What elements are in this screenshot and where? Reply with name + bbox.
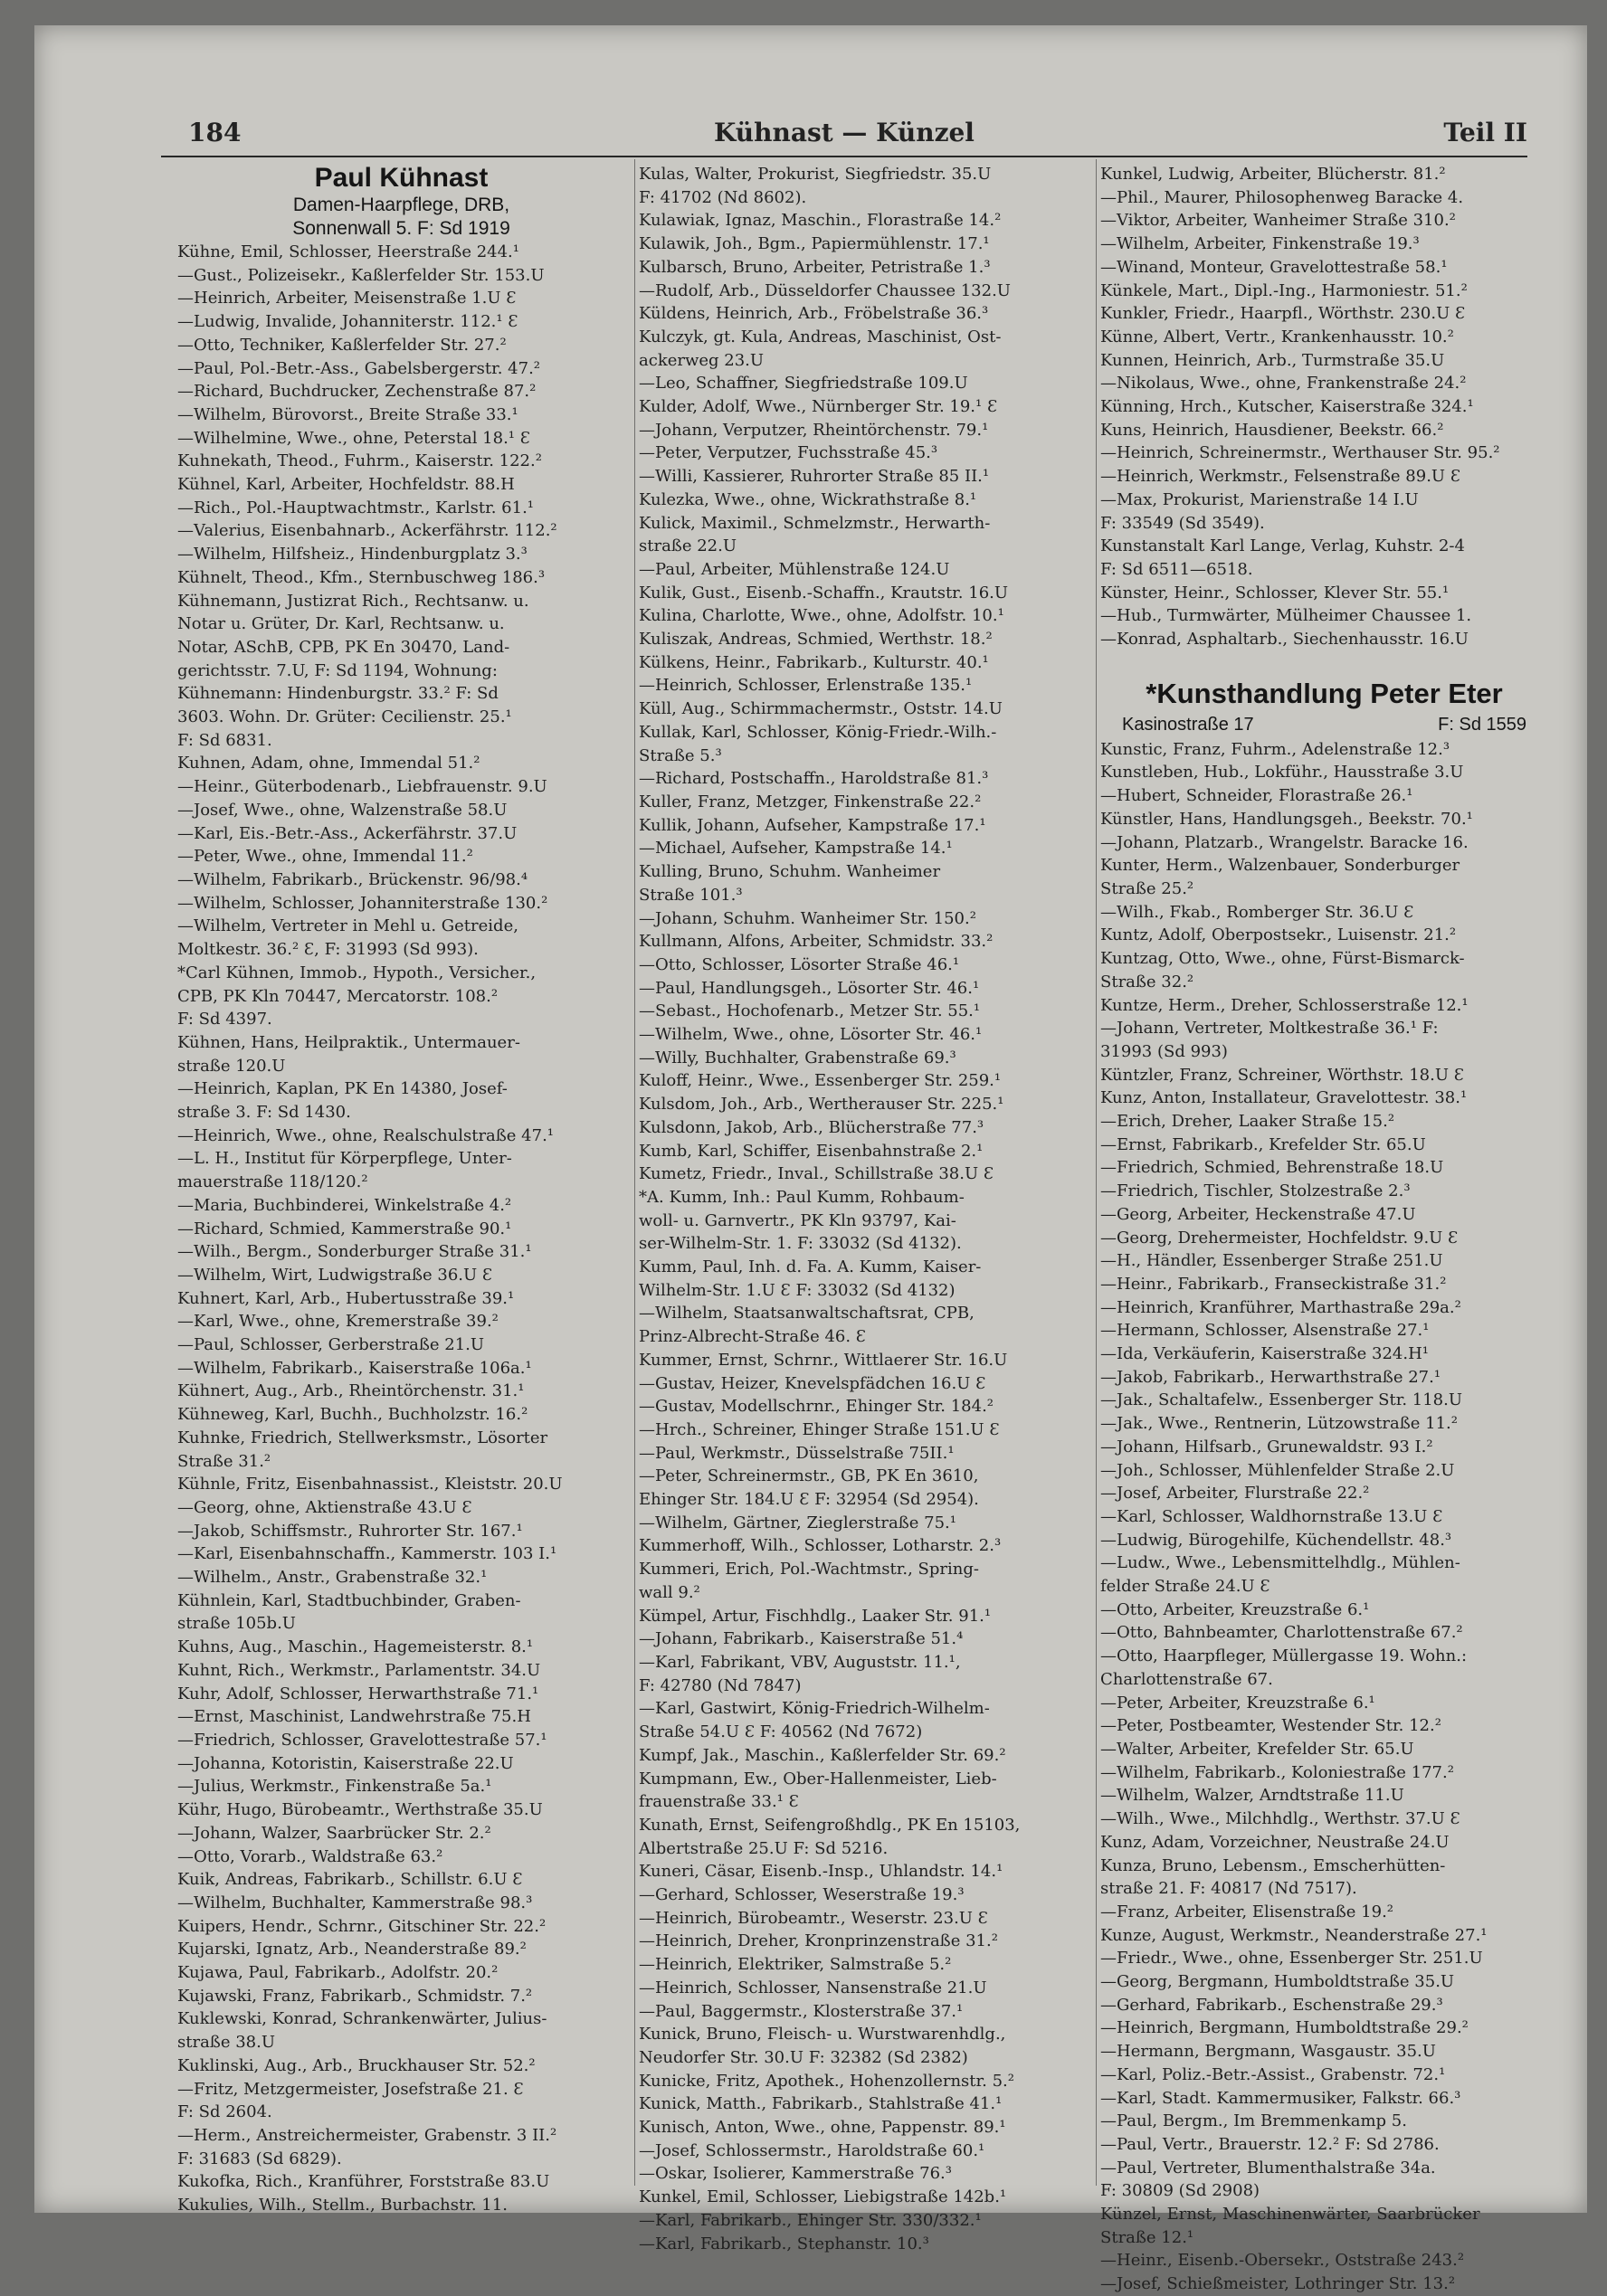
directory-entry: Kullik, Johann, Aufseher, Kampstraße 17.¹	[639, 815, 986, 835]
directory-entry: —Johann, Walzer, Saarbrücker Str. 2.²	[177, 1823, 491, 1843]
ad-line: Damen-Haarpflege, DRB,	[292, 194, 510, 215]
directory-entry: —Wilhelm, Buchhalter, Kammerstraße 98.³	[177, 1893, 533, 1912]
directory-entry: Künster, Heinr., Schlosser, Klever Str. 55.¹	[1100, 583, 1450, 602]
directory-entry: Kullmann, Alfons, Arbeiter, Schmidstr. 33.²	[639, 932, 994, 952]
advertisement-paul-kuehnast	[177, 163, 625, 241]
directory-entry: F: Sd 4397.	[177, 1010, 272, 1029]
directory-entry: F: Sd 6831.	[177, 730, 272, 750]
directory-entry: Kumb, Karl, Schiffer, Eisenbahnstraße 2.¹	[639, 1141, 984, 1161]
directory-entry: Kunath, Ernst, Seifengroßhdlg., PK En 15103,	[639, 1815, 1021, 1835]
directory-entry: Kuntz, Adolf, Oberpostsekr., Luisenstr. 21.²	[1100, 925, 1457, 945]
directory-entry: —Jak., Schaltafelw., Essenberger Str. 118.U	[1100, 1390, 1463, 1410]
directory-entry: F: 42780 (Nd 7847)	[639, 1675, 802, 1695]
directory-entry: —Karl, Gastwirt, König-Friedrich-Wilhelm-	[639, 1699, 990, 1719]
directory-entry: 3603. Wohn. Dr. Grüter: Cecilienstr. 25.¹	[177, 707, 512, 727]
directory-entry: —Wilhelm., Anstr., Grabenstraße 32.¹	[177, 1568, 488, 1588]
directory-entry: —Jakob, Fabrikarb., Herwarthstraße 27.¹	[1100, 1367, 1441, 1387]
directory-entry: Kumpf, Jak., Maschin., Kaßlerfelder Str. 69.²	[639, 1745, 1006, 1765]
directory-entry: Kuhnert, Karl, Arb., Hubertusstraße 39.¹	[177, 1288, 515, 1308]
directory-entry: —Heinrich, Schreinermstr., Werthauser Str. 95.²	[1100, 443, 1500, 463]
directory-entry: Kunstanstalt Karl Lange, Verlag, Kuhstr. 2-4	[1100, 536, 1465, 556]
directory-entry: —Heinr., Eisenb.-Obersekr., Oststraße 243.²	[1100, 2251, 1465, 2271]
directory-entry: —Hubert, Schneider, Florastraße 26.¹	[1100, 786, 1413, 806]
directory-entry: straße 38.U	[177, 2033, 275, 2053]
directory-entry: straße 22.U	[639, 536, 737, 556]
directory-entry: Kümpel, Artur, Fischhdlg., Laaker Str. 91.¹	[639, 1606, 992, 1626]
directory-entry: —Willi, Kassierer, Ruhrorter Straße 85 II.¹	[639, 467, 990, 487]
directory-entry: Kulas, Walter, Prokurist, Siegfriedstr. 35.U	[639, 165, 992, 184]
directory-entry: —Georg, ohne, Aktienstraße 43.U Ɛ	[177, 1497, 472, 1517]
directory-entry: —Sebast., Hochofenarb., Metzer Str. 55.¹	[639, 1001, 981, 1021]
directory-entry: Kühr, Hugo, Bürobeamtr., Werthstraße 35.U	[177, 1800, 543, 1820]
directory-entry: —L. H., Institut für Körperpflege, Unter-	[177, 1149, 512, 1169]
directory-entry: —Rudolf, Arb., Düsseldorfer Chaussee 132.U	[639, 280, 1011, 300]
entry-list	[1100, 163, 1548, 651]
directory-entry: Kunze, August, Werkmstr., Neanderstraße 27.¹	[1100, 1925, 1488, 1945]
directory-entry: —Heinrich, Elektriker, Salmstraße 5.²	[639, 1955, 952, 1975]
column-1	[177, 163, 625, 2215]
directory-entry: —Heinrich, Schlosser, Erlenstraße 135.¹	[639, 676, 973, 696]
directory-entry: —Heinrich, Schlosser, Nansenstraße 21.U	[639, 1978, 987, 1997]
ad-title: *Kunsthandlung Peter Eter	[1146, 677, 1503, 709]
directory-entry: —Heinrich, Arbeiter, Meisenstraße 1.U Ɛ	[177, 289, 517, 308]
directory-entry: —Heinrich, Bürobeamtr., Weserstr. 23.U Ɛ	[639, 1908, 988, 1928]
directory-entry: —Michael, Aufseher, Kampstraße 14.¹	[639, 839, 953, 859]
directory-entry: —Friedrich, Schmied, Behrenstraße 18.U	[1100, 1158, 1444, 1178]
directory-entry: —Wilh., Wwe., Milchhdlg., Werthstr. 37.U Ɛ	[1100, 1809, 1460, 1829]
directory-entry: —Hermann, Schlosser, Alsenstraße 27.¹	[1100, 1321, 1430, 1341]
directory-entry: Künne, Albert, Vertr., Krankenhausstr. 10.²	[1100, 327, 1454, 346]
directory-entry: —Wilhelm, Fabrikarb., Brückenstr. 96/98.⁴	[177, 869, 528, 889]
directory-entry: Straße 25.²	[1100, 878, 1194, 898]
directory-entry: Kuhnekath, Theod., Fuhrm., Kaiserstr. 122.²	[177, 451, 542, 471]
entry-list	[177, 241, 625, 2217]
directory-entry: Straße 101.³	[639, 885, 743, 905]
directory-entry: —Karl, Eisenbahnschaffn., Kammerstr. 103 I.¹	[177, 1544, 557, 1564]
directory-entry: —Heinrich, Kaplan, PK En 14380, Josef-	[177, 1079, 508, 1099]
directory-entry: —Heinrich, Bergmann, Humboldtstraße 29.²	[1100, 2018, 1469, 2038]
directory-entry: —Paul, Arbeiter, Mühlenstraße 124.U	[639, 559, 950, 579]
directory-entry: —Karl, Fabrikarb., Stephanstr. 10.³	[639, 2234, 929, 2253]
directory-entry: —Paul, Schlosser, Gerberstraße 21.U	[177, 1335, 485, 1355]
directory-entry: —Joh., Schlosser, Mühlenfelder Straße 2.U	[1100, 1460, 1455, 1480]
directory-entry: Kühne, Emil, Schlosser, Heerstraße 244.¹	[177, 242, 519, 261]
directory-entry: Kummer, Ernst, Schrnr., Wittlaerer Str. 16.U	[639, 1350, 1008, 1370]
directory-entry: straße 21. F: 40817 (Nd 7517).	[1100, 1879, 1357, 1899]
directory-entry: F: 41702 (Nd 8602).	[639, 187, 807, 207]
directory-entry: Moltkestr. 36.² Ɛ, F: 31993 (Sd 993).	[177, 940, 479, 960]
directory-entry: —Paul, Handlungsgeh., Lösorter Str. 46.¹	[639, 978, 980, 998]
directory-entry: Küll, Aug., Schirmmachermstr., Oststr. 14.U	[639, 699, 1003, 719]
entry-list	[639, 163, 1087, 2255]
directory-entry: —H., Händler, Essenberger Straße 251.U	[1100, 1251, 1443, 1271]
directory-entry: ackerweg 23.U	[639, 350, 765, 370]
directory-entry: —Wilhelm, Fabrikarb., Koloniestraße 177.²	[1100, 1762, 1454, 1782]
directory-entry: Kulik, Gust., Eisenb.-Schaffn., Krautstr. 16.U	[639, 583, 1009, 602]
directory-entry: frauenstraße 33.¹ Ɛ	[639, 1792, 799, 1812]
column-divider	[634, 159, 635, 2186]
directory-entry: Kukofka, Rich., Kranführer, Forststraße 83.U	[177, 2172, 550, 2192]
directory-entry: —Josef, Schießmeister, Lothringer Str. 13.²	[1100, 2274, 1456, 2294]
directory-entry: —Karl, Wwe., ohne, Kremerstraße 39.²	[177, 1312, 499, 1332]
ad-street: Kasinostraße 17	[1122, 714, 1254, 735]
directory-entry: Kunnen, Heinrich, Arb., Turmstraße 35.U	[1100, 350, 1445, 370]
directory-entry: —Ludw., Wwe., Lebensmittelhdlg., Mühlen-	[1100, 1553, 1460, 1573]
directory-entry: —Julius, Werkmstr., Finkenstraße 5a.¹	[177, 1777, 492, 1797]
directory-entry: —Paul, Pol.-Betr.-Ass., Gabelsbergerstr. 47.²	[177, 358, 541, 378]
directory-entry: —Hermann, Bergmann, Wasgaustr. 35.U	[1100, 2042, 1436, 2062]
directory-entry: Kumm, Paul, Inh. d. Fa. A. Kumm, Kaiser-	[639, 1257, 982, 1277]
directory-entry: —Karl, Schlosser, Waldhornstraße 13.U Ɛ	[1100, 1506, 1443, 1526]
directory-entry: —Otto, Techniker, Kaßlerfelder Str. 27.²	[177, 335, 507, 355]
directory-entry: —Otto, Bahnbeamter, Charlottenstraße 67.²	[1100, 1623, 1463, 1643]
directory-entry: Kuipers, Hendr., Schrnr., Gitschiner Str. 22.²	[177, 1916, 547, 1936]
directory-entry: F: 33549 (Sd 3549).	[1100, 513, 1265, 533]
directory-entry: mauerstraße 118/120.²	[177, 1172, 368, 1192]
directory-entry: Kunkel, Ludwig, Arbeiter, Blücherstr. 81.²	[1100, 165, 1446, 184]
directory-entry: —Karl, Fabrikarb., Ehinger Str. 330/332.¹	[639, 2210, 982, 2230]
directory-entry: F: 30809 (Sd 2908)	[1100, 2181, 1260, 2201]
directory-entry: —Josef, Schlossermstr., Haroldstraße 60.¹	[639, 2140, 985, 2160]
directory-entry: Kulbarsch, Bruno, Arbeiter, Petristraße 1.³	[639, 257, 991, 277]
ad-address-line	[1100, 711, 1548, 738]
entry-list	[1100, 738, 1548, 2296]
directory-entry: —Heinr., Fabrikarb., Franseckistraße 31.²	[1100, 1274, 1447, 1294]
directory-entry: —Georg, Drehermeister, Hochfeldstr. 9.U Ɛ	[1100, 1228, 1459, 1248]
directory-entry: —Otto, Schlosser, Lösorter Straße 46.¹	[639, 954, 960, 974]
directory-entry: —Heinrich, Werkmstr., Felsenstraße 89.U Ɛ	[1100, 467, 1461, 487]
volume-part: Teil II	[1443, 118, 1527, 147]
directory-entry: —Wilhelm, Hilfsheiz., Hindenburgplatz 3.³	[177, 545, 528, 565]
directory-entry: Künkele, Mart., Dipl.-Ing., Harmoniestr. 51.²	[1100, 280, 1468, 300]
directory-entry: —Erich, Dreher, Laaker Straße 15.²	[1100, 1112, 1395, 1132]
directory-entry: —Karl, Poliz.-Betr.-Assist., Grabenstr. 72.¹	[1100, 2064, 1446, 2084]
directory-entry: Kuntzag, Otto, Wwe., ohne, Fürst-Bismarck-	[1100, 949, 1465, 969]
directory-entry: —Karl, Stadt. Kammermusiker, Falkstr. 66.³	[1100, 2088, 1461, 2108]
directory-entry: —Johanna, Kotoristin, Kaiserstraße 22.U	[177, 1753, 514, 1773]
directory-entry: —Wilhelmine, Wwe., ohne, Peterstal 18.¹ Ɛ	[177, 428, 530, 448]
directory-entry: F: Sd 2604.	[177, 2102, 272, 2122]
directory-entry: —Wilhelm, Bürovorst., Breite Straße 33.¹	[177, 404, 518, 424]
column-2	[639, 163, 1087, 2253]
directory-entry: straße 105b.U	[177, 1614, 296, 1634]
directory-entry: straße 3. F: Sd 1430.	[177, 1103, 351, 1123]
directory-entry: —Valerius, Eisenbahnarb., Ackerfährstr. 112.²	[177, 521, 557, 541]
directory-entry: Kunick, Bruno, Fleisch- u. Wurstwarenhdlg.,	[639, 2025, 1006, 2045]
directory-entry: —Wilhelm, Gärtner, Zieglerstraße 75.¹	[639, 1513, 956, 1532]
directory-entry: —Konrad, Asphaltarb., Siechenhausstr. 16.U	[1100, 630, 1469, 650]
directory-entry: —Friedr., Wwe., ohne, Essenberger Str. 251.U	[1100, 1949, 1483, 1969]
directory-entry: Kujarski, Ignatz, Arb., Neanderstraße 89.²	[177, 1940, 527, 1959]
directory-entry: —Wilhelm, Fabrikarb., Kaiserstraße 106a.¹	[177, 1358, 532, 1378]
directory-entry: Kuller, Franz, Metzger, Finkenstraße 22.²	[639, 792, 982, 811]
directory-entry: —Jakob, Schiffsmstr., Ruhrorter Str. 167.¹	[177, 1521, 523, 1541]
directory-entry: —Wilhelm, Walzer, Arndtstraße 11.U	[1100, 1786, 1404, 1806]
directory-entry: —Paul, Baggermstr., Klosterstraße 37.¹	[639, 2001, 964, 2021]
page-number: 184	[188, 118, 242, 147]
directory-entry: —Gustav, Heizer, Knevelspfädchen 16.U Ɛ	[639, 1373, 986, 1393]
directory-entry: —Nikolaus, Wwe., ohne, Frankenstraße 24.²	[1100, 374, 1467, 394]
entry-range: Kühnast — Künzel	[714, 118, 975, 147]
directory-entry: —Gerhard, Schlosser, Weserstraße 19.³	[639, 1885, 965, 1905]
directory-entry: —Peter, Verputzer, Fuchsstraße 45.³	[639, 443, 938, 463]
directory-entry: Neudorfer Str. 30.U F: 32382 (Sd 2382)	[639, 2047, 968, 2067]
directory-entry: Kühnemann: Hindenburgstr. 33.² F: Sd	[177, 684, 499, 704]
directory-entry: —Paul, Bergm., Im Bremmenkamp 5.	[1100, 2111, 1407, 2131]
directory-entry: —Karl, Eis.-Betr.-Ass., Ackerfährstr. 37.U	[177, 823, 518, 843]
directory-entry: —Paul, Vertr., Brauerstr. 12.² F: Sd 2786.	[1100, 2134, 1440, 2154]
directory-entry: CPB, PK Kln 70447, Mercatorstr. 108.²	[177, 986, 499, 1006]
directory-entry: 31993 (Sd 993)	[1100, 1041, 1228, 1061]
directory-entry: —Walter, Arbeiter, Krefelder Str. 65.U	[1100, 1740, 1414, 1759]
directory-entry: Kunick, Matth., Fabrikarb., Stahlstraße 41.¹	[639, 2094, 1003, 2114]
directory-entry: —Wilhelm, Staatsanwaltschaftsrat, CPB,	[639, 1304, 975, 1324]
directory-entry: —Oskar, Isolierer, Kammerstraße 76.³	[639, 2164, 952, 2184]
directory-entry: felder Straße 24.U Ɛ	[1100, 1577, 1270, 1597]
directory-entry: Kuhns, Aug., Maschin., Hagemeisterstr. 8.¹	[177, 1637, 534, 1657]
directory-entry: —Jak., Wwe., Rentnerin, Lützowstraße 11.²	[1100, 1414, 1458, 1434]
directory-entry: Kulsdom, Joh., Arb., Wertherauser Str. 225.¹	[639, 1095, 1004, 1115]
directory-entry: —Maria, Buchbinderei, Winkelstraße 4.²	[177, 1195, 512, 1215]
directory-entry: Künning, Hrch., Kutscher, Kaiserstraße 324.¹	[1100, 397, 1474, 417]
directory-entry: —Heinrich, Dreher, Kronprinzenstraße 31.²	[639, 1931, 998, 1951]
directory-entry: Kühnel, Karl, Arbeiter, Hochfeldstr. 88.H	[177, 475, 515, 495]
directory-entry: —Richard, Buchdrucker, Zechenstraße 87.²	[177, 382, 537, 402]
directory-page	[34, 25, 1587, 2294]
directory-entry: gerichtsstr. 7.U, F: Sd 1194, Wohnung:	[177, 660, 498, 680]
directory-entry: Kulczyk, gt. Kula, Andreas, Maschinist, Ost-	[639, 327, 1002, 346]
directory-entry: —Ida, Verkäuferin, Kaiserstraße 324.H¹	[1100, 1344, 1429, 1364]
directory-entry: —Otto, Arbeiter, Kreuzstraße 6.¹	[1100, 1599, 1370, 1619]
directory-entry: straße 120.U	[177, 1056, 286, 1076]
directory-entry: —Georg, Arbeiter, Heckenstraße 47.U	[1100, 1204, 1416, 1224]
directory-entry: —Richard, Postschaffn., Haroldstraße 81.³	[639, 769, 989, 789]
directory-entry: —Peter, Postbeamter, Westender Str. 12.²	[1100, 1716, 1441, 1736]
directory-entry: —Johann, Vertreter, Moltkestraße 36.¹ F:	[1100, 1019, 1439, 1039]
directory-entry: ser-Wilhelm-Str. 1. F: 33032 (Sd 4132).	[639, 1234, 962, 1254]
directory-entry: Künzel, Ernst, Maschinenwärter, Saarbrücker	[1100, 2205, 1480, 2225]
directory-entry: Kujawski, Franz, Fabrikarb., Schmidstr. 7.²	[177, 1986, 533, 2006]
directory-entry: Straße 5.³	[639, 745, 722, 765]
advertisement-kunsthandlung	[1100, 677, 1548, 738]
directory-entry: Kunz, Adam, Vorzeichner, Neustraße 24.U	[1100, 1832, 1450, 1852]
ad-line: Sonnenwall 5. F: Sd 1919	[292, 218, 510, 239]
directory-entry: Kunkel, Emil, Schlosser, Liebigstraße 142b.¹	[639, 2187, 1007, 2207]
directory-entry: —Johann, Platzarb., Wrangelstr. Baracke 16.	[1100, 832, 1469, 852]
directory-entry: —Johann, Schuhm. Wanheimer Str. 150.²	[639, 908, 976, 928]
directory-entry: Kunstleben, Hub., Lokführ., Hausstraße 3.U	[1100, 763, 1464, 783]
directory-entry: wall 9.²	[639, 1582, 700, 1602]
directory-entry: —Wilh., Bergm., Sonderburger Straße 31.¹	[177, 1242, 532, 1262]
directory-entry: —Leo, Schaffner, Siegfriedstraße 109.U	[639, 374, 968, 394]
directory-entry: Ehinger Str. 184.U Ɛ F: 32954 (Sd 2954).	[639, 1490, 979, 1510]
directory-entry: —Hrch., Schreiner, Ehinger Straße 151.U Ɛ	[639, 1419, 1000, 1439]
directory-entry: Kuklewski, Konrad, Schrankenwärter, Julius-	[177, 2009, 547, 2029]
page-header	[161, 109, 1527, 157]
directory-entry: —Wilhelm, Vertreter in Mehl u. Getreide,	[177, 916, 518, 936]
directory-entry: Kumpmann, Ew., Ober-Hallenmeister, Lieb-	[639, 1769, 997, 1788]
directory-entry: —Wilhelm, Wirt, Ludwigstraße 36.U Ɛ	[177, 1265, 493, 1285]
directory-entry: —Max, Prokurist, Marienstraße 14 I.U	[1100, 489, 1419, 509]
directory-entry: Kühnelt, Theod., Kfm., Sternbuschweg 186.³	[177, 567, 546, 587]
directory-entry: F: Sd 6511—6518.	[1100, 559, 1253, 579]
directory-entry: Kunicke, Fritz, Apothek., Hohenzollernstr. 5.²	[639, 2071, 1014, 2091]
directory-entry: —Wilhelm, Schlosser, Johanniterstraße 130.²	[177, 893, 548, 913]
directory-entry: F: 31683 (Sd 6829).	[177, 2149, 342, 2168]
directory-entry: —Wilh., Fkab., Romberger Str. 36.U Ɛ	[1100, 902, 1414, 922]
directory-entry: Wilhelm-Str. 1.U Ɛ F: 33032 (Sd 4132)	[639, 1280, 956, 1300]
directory-entry: Kühnert, Aug., Arb., Rheintörchenstr. 31.¹	[177, 1381, 525, 1401]
directory-entry: Kunza, Bruno, Lebensm., Emscherhütten-	[1100, 1855, 1446, 1875]
directory-entry: Straße 12.¹	[1100, 2227, 1194, 2247]
column-3	[1100, 163, 1548, 2294]
directory-entry: Kummerhoff, Wilh., Schlosser, Lotharstr. 2.³	[639, 1536, 1002, 1556]
directory-entry: —Viktor, Arbeiter, Wanheimer Straße 310.²	[1100, 211, 1456, 231]
directory-entry: Kühneweg, Karl, Buchh., Buchholzstr. 16.²	[177, 1405, 528, 1425]
directory-entry: —Hub., Turmwärter, Mülheimer Chaussee 1.	[1100, 606, 1472, 626]
column-divider	[1096, 159, 1097, 2186]
directory-entry: —Paul, Werkmstr., Düsselstraße 75II.¹	[639, 1443, 955, 1463]
directory-entry: —Johann, Fabrikarb., Kaiserstraße 51.⁴	[639, 1629, 964, 1649]
directory-entry: woll- u. Garnvertr., PK Kln 93797, Kai-	[639, 1210, 956, 1230]
directory-entry: Kuloff, Heinr., Wwe., Essenberger Str. 259.¹	[639, 1071, 1002, 1091]
directory-entry: —Peter, Schreinermstr., GB, PK En 3610,	[639, 1466, 979, 1486]
directory-entry: Kuhnke, Friedrich, Stellwerksmstr., Lösorter	[177, 1428, 548, 1447]
directory-entry: —Josef, Wwe., ohne, Walzenstraße 58.U	[177, 800, 508, 820]
directory-entry: *A. Kumm, Inh.: Paul Kumm, Rohbaum-	[639, 1187, 965, 1207]
directory-entry: Kulder, Adolf, Wwe., Nürnberger Str. 19.¹ Ɛ	[639, 397, 998, 417]
directory-entry: —Peter, Wwe., ohne, Immendal 11.²	[177, 847, 473, 867]
directory-entry: —Ernst, Fabrikarb., Krefelder Str. 65.U	[1100, 1134, 1426, 1154]
directory-entry: Charlottenstraße 67.	[1100, 1669, 1273, 1689]
directory-entry: Kunter, Herm., Walzenbauer, Sonderburger	[1100, 856, 1460, 876]
directory-entry: —Friedrich, Schlosser, Gravelottestraße 57.¹	[177, 1731, 547, 1750]
directory-entry: Kujawa, Paul, Fabrikarb., Adolfstr. 20.²	[177, 1963, 499, 1983]
directory-entry: Kummeri, Erich, Pol.-Wachtmstr., Spring-	[639, 1560, 979, 1580]
directory-entry: Kumetz, Friedr., Inval., Schillstraße 38.U Ɛ	[639, 1164, 994, 1184]
directory-entry: —Karl, Fabrikant, VBV, Auguststr. 11.¹,	[639, 1653, 961, 1672]
directory-entry: —Gustav, Modellschrnr., Ehinger Str. 184.²	[639, 1397, 994, 1417]
directory-entry: —Richard, Schmied, Kammerstraße 90.¹	[177, 1219, 512, 1238]
directory-entry: Kulsdonn, Jakob, Arb., Blücherstraße 77.³	[639, 1117, 984, 1137]
directory-entry: —Ludwig, Bürogehilfe, Küchendellstr. 48.³	[1100, 1530, 1452, 1550]
directory-entry: —Gerhard, Fabrikarb., Eschenstraße 29.³	[1100, 1995, 1443, 2015]
directory-entry: Straße 32.²	[1100, 972, 1194, 991]
directory-entry: Kuneri, Cäsar, Eisenb.-Insp., Uhlandstr. 14.¹	[639, 1862, 1003, 1882]
directory-entry: Notar u. Grüter, Dr. Karl, Rechtsanw. u.	[177, 614, 505, 634]
ad-title: Paul Kühnast	[314, 163, 489, 193]
directory-entry: Kühnlein, Karl, Stadtbuchbinder, Graben-	[177, 1590, 521, 1610]
directory-entry: Straße 31.²	[177, 1451, 271, 1471]
directory-entry: Kuhnt, Rich., Werkmstr., Parlamentstr. 34.U	[177, 1660, 541, 1680]
directory-entry: Albertstraße 25.U F: Sd 5216.	[639, 1838, 889, 1858]
directory-entry: Kuliszak, Andreas, Schmied, Werthstr. 18.²	[639, 630, 993, 650]
directory-entry: Kuhnen, Adam, ohne, Immendal 51.²	[177, 754, 480, 773]
directory-entry: —Johann, Verputzer, Rheintörchenstr. 79.¹	[639, 420, 989, 440]
directory-entry: —Heinrich, Kranführer, Marthastraße 29a.²	[1100, 1297, 1461, 1317]
ad-phone: F: Sd 1559	[1438, 714, 1526, 735]
directory-entry: —Johann, Hilfsarb., Grunewaldstr. 93 I.²	[1100, 1437, 1433, 1456]
directory-entry: Küntzler, Franz, Schreiner, Wörthstr. 18.U Ɛ	[1100, 1065, 1464, 1085]
directory-entry: Kulezka, Wwe., ohne, Wickrathstraße 8.¹	[639, 489, 977, 509]
directory-entry: —Herm., Anstreichermeister, Grabenstr. 3 II.²	[177, 2125, 557, 2145]
directory-entry: Kuntze, Herm., Dreher, Schlosserstraße 12.¹	[1100, 995, 1469, 1015]
directory-entry: Kühnemann, Justizrat Rich., Rechtsanw. u.	[177, 591, 529, 611]
directory-entry: —Willy, Buchhalter, Grabenstraße 69.³	[639, 1048, 956, 1067]
directory-entry: Prinz-Albrecht-Straße 46. Ɛ	[639, 1327, 867, 1347]
directory-entry: —Franz, Arbeiter, Elisenstraße 19.²	[1100, 1902, 1394, 1921]
directory-entry: —Georg, Bergmann, Humboldtstraße 35.U	[1100, 1972, 1455, 1992]
directory-entry: Kühnle, Fritz, Eisenbahnassist., Kleiststr. 20.U	[177, 1475, 563, 1494]
directory-entry: —Winand, Monteur, Gravelottestraße 58.¹	[1100, 257, 1448, 277]
directory-entry: —Friedrich, Tischler, Stolzestraße 2.³	[1100, 1181, 1411, 1201]
directory-entry: —Rich., Pol.-Hauptwachtmstr., Karlstr. 61.¹	[177, 498, 535, 517]
directory-entry: Kullak, Karl, Schlosser, König-Friedr.-Wilh.-	[639, 722, 997, 742]
directory-entry: Kunkler, Friedr., Haarpfl., Wörthstr. 230.U Ɛ	[1100, 304, 1466, 324]
directory-entry: Külkens, Heinr., Fabrikarb., Kulturstr. 40.¹	[639, 652, 989, 672]
directory-entry: —Ernst, Maschinist, Landwehrstraße 75.H	[177, 1707, 531, 1727]
directory-entry: Kulawiak, Ignaz, Maschin., Florastraße 14.²	[639, 211, 1002, 231]
directory-entry: —Gust., Polizeisekr., Kaßlerfelder Str. 153.U	[177, 265, 545, 285]
directory-entry: —Josef, Arbeiter, Flurstraße 22.²	[1100, 1484, 1370, 1504]
directory-entry: —Peter, Arbeiter, Kreuzstraße 6.¹	[1100, 1693, 1375, 1713]
directory-entry: —Wilhelm, Arbeiter, Finkenstraße 19.³	[1100, 234, 1420, 254]
directory-entry: Kunisch, Anton, Wwe., ohne, Pappenstr. 89.¹	[639, 2118, 1006, 2138]
directory-entry: Kulawik, Joh., Bgm., Papiermühlenstr. 17.¹	[639, 234, 990, 254]
directory-entry: Kuklinski, Aug., Arb., Bruckhauser Str. 52.²	[177, 2055, 536, 2075]
directory-entry: —Otto, Haarpfleger, Müllergasse 19. Wohn.:	[1100, 1646, 1468, 1666]
directory-entry: —Fritz, Metzgermeister, Josefstraße 21. Ɛ	[177, 2079, 524, 2099]
directory-entry: —Phil., Maurer, Philosophenweg Baracke 4.	[1100, 187, 1464, 207]
directory-entry: Kulick, Maximil., Schmelzmstr., Herwarth-	[639, 513, 991, 533]
directory-entry: *Carl Kühnen, Immob., Hypoth., Versicher.,	[177, 963, 537, 982]
directory-entry: Notar, ASchB, CPB, PK En 30470, Land-	[177, 637, 510, 657]
directory-entry: —Wilhelm, Wwe., ohne, Lösorter Str. 46.¹	[639, 1025, 983, 1045]
directory-entry: —Otto, Vorarb., Waldstraße 63.²	[177, 1846, 443, 1866]
directory-entry: Kunstic, Franz, Fuhrm., Adelenstraße 12.³	[1100, 739, 1450, 759]
directory-entry: Kuhr, Adolf, Schlosser, Herwarthstraße 71.¹	[177, 1684, 539, 1703]
directory-entry: Straße 54.U Ɛ F: 40562 (Nd 7672)	[639, 1722, 923, 1742]
directory-entry: —Heinrich, Wwe., ohne, Realschulstraße 47.¹	[177, 1125, 555, 1145]
directory-entry: —Paul, Vertreter, Blumenthalstraße 34a.	[1100, 2158, 1436, 2177]
directory-entry: Kulling, Bruno, Schuhm. Wanheimer	[639, 862, 941, 882]
directory-entry: Kunz, Anton, Installateur, Gravelottestr. 38.¹	[1100, 1088, 1468, 1108]
directory-entry: —Ludwig, Invalide, Johanniterstr. 112.¹ Ɛ	[177, 312, 518, 332]
directory-entry: Küldens, Heinrich, Arb., Fröbelstraße 36.³	[639, 304, 989, 324]
directory-entry: Kuns, Heinrich, Hausdiener, Beekstr. 66.²	[1100, 420, 1444, 440]
directory-entry: —Heinr., Güterbodenarb., Liebfrauenstr. 9.U	[177, 777, 547, 797]
directory-entry: Kukulies, Wilh., Stellm., Burbachstr. 11.	[177, 2196, 508, 2215]
directory-entry: Kühnen, Hans, Heilpraktik., Untermauer-	[177, 1032, 520, 1052]
directory-entry: Kuik, Andreas, Fabrikarb., Schillstr. 6.U Ɛ	[177, 1870, 523, 1890]
directory-entry: Kulina, Charlotte, Wwe., ohne, Adolfstr. 10.¹	[639, 606, 1004, 626]
directory-entry: Künstler, Hans, Handlungsgeh., Beekstr. 70.¹	[1100, 809, 1473, 829]
